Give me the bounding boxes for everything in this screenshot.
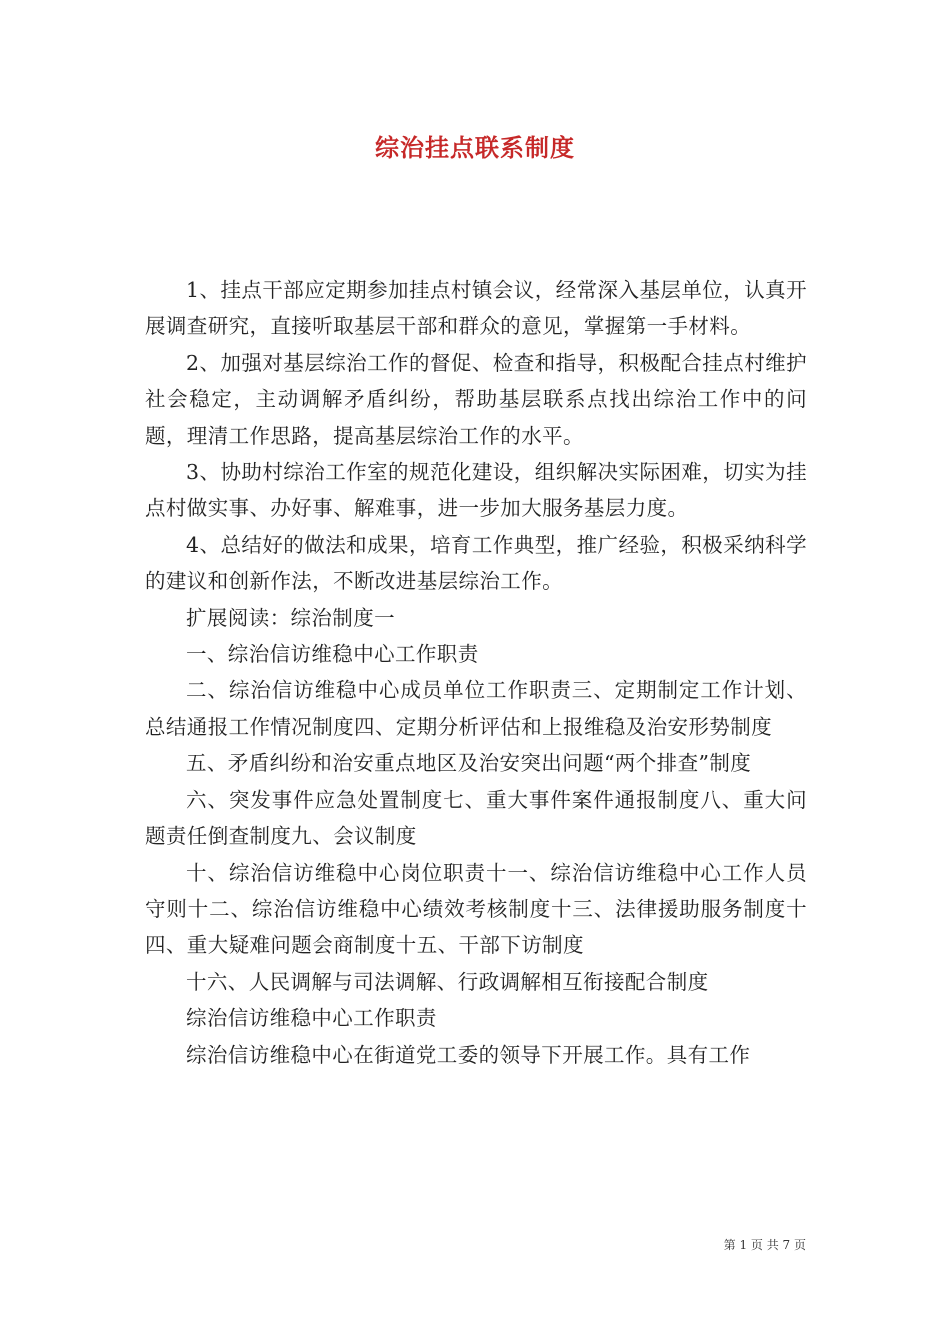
document-title: 综治挂点联系制度 <box>375 133 575 162</box>
page-number: 第 1 页 共 7 页 <box>723 1238 806 1252</box>
paragraph: 综治信访维稳中心在街道党工委的领导下开展工作。具有工作 <box>186 1042 751 1067</box>
paragraph: 2、加强对基层综治工作的督促、检查和指导，积极配合挂点村维护社会稳定，主动调解矛盾纠纷，帮助基层联系点找出综治工作中的问题，理清工作思路，提高基层综治工作的水平。 <box>145 350 807 448</box>
paragraph: 1、挂点干部应定期参加挂点村镇会议，经常深入基层单位，认真开展调查研究，直接听取基层干部和群众的意见，掌握第一手材料。 <box>145 278 807 339</box>
paragraph: 一、综治信访维稳中心工作职责 <box>186 642 479 667</box>
paragraph: 十六、人民调解与司法调解、行政调解相互衔接配合制度 <box>186 969 709 994</box>
paragraph: 二、综治信访维稳中心成员单位工作职责三、定期制定工作计划、总结通报工作情况制度四、定期分析评估和上报维稳及治安形势制度 <box>145 678 807 739</box>
document-body <box>145 272 807 1073</box>
paragraph: 综治信访维稳中心工作职责 <box>186 1006 437 1031</box>
paragraph: 4、总结好的做法和成果，培育工作典型，推广经验，积极采纳科学的建议和创新作法，不断改进基层综治工作。 <box>145 532 807 594</box>
paragraph: 3、协助村综治工作室的规范化建设，组织解决实际困难，切实为挂点村做实事、办好事、解难事，进一步加大服务基层力度。 <box>145 460 807 521</box>
paragraph: 十、综治信访维稳中心岗位职责十一、综治信访维稳中心工作人员守则十二、综治信访维稳中心绩效考核制度十三、法律援助服务制度十四、重大疑难问题会商制度十五、干部下访制度 <box>145 860 807 958</box>
paragraph: 六、突发事件应急处置制度七、重大事件案件通报制度八、重大问题责任倒查制度九、会议制度 <box>145 787 807 849</box>
paragraph: 五、矛盾纠纷和治安重点地区及治安突出问题“两个排查”制度 <box>186 751 752 776</box>
paragraph: 扩展阅读：综治制度一 <box>186 605 395 630</box>
